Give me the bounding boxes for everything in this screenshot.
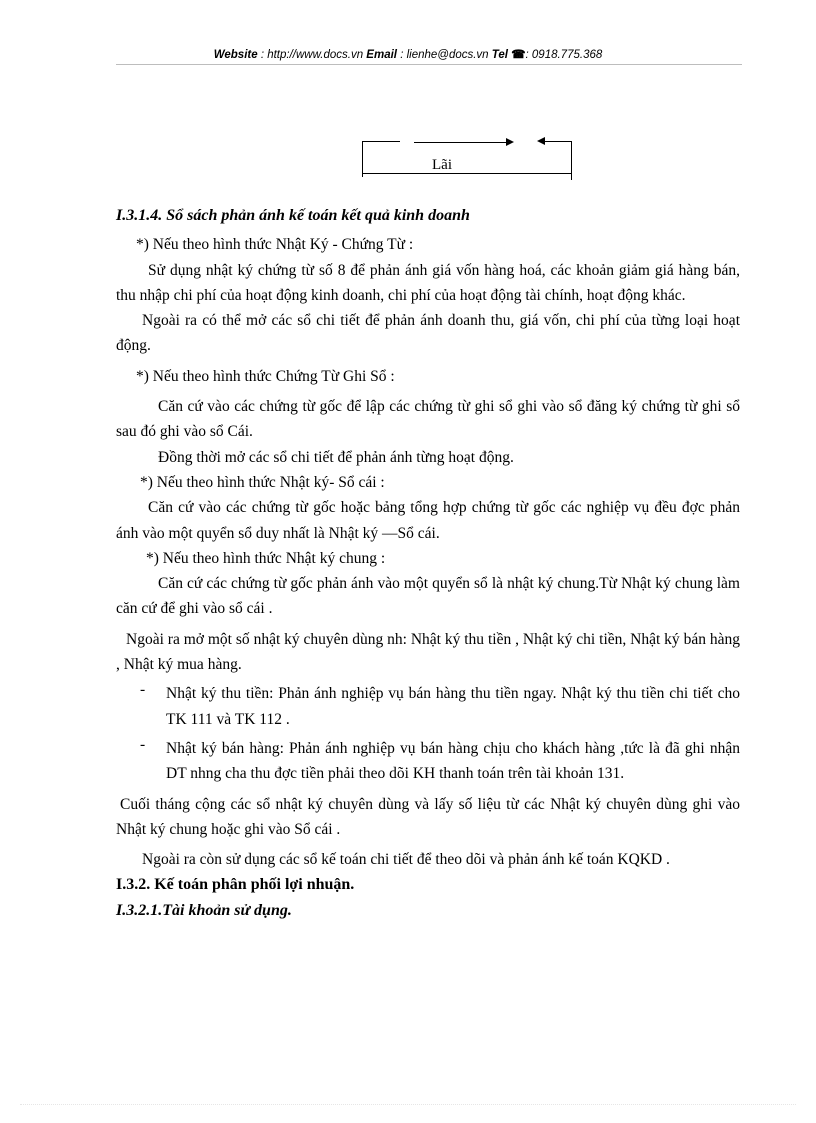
diagram-arrow-right-line bbox=[414, 142, 508, 143]
profit-label: Lãi bbox=[432, 157, 452, 173]
email-value: : lienhe@docs.vn bbox=[400, 49, 489, 61]
list-item bbox=[116, 736, 740, 787]
paragraph-journal-voucher: *) Nếu theo hình thức Nhật Ký - Chứng Từ : bbox=[136, 236, 414, 254]
email-label: Email bbox=[366, 49, 397, 61]
bullet-mark: - bbox=[140, 681, 146, 699]
paragraph-month-end: Cuối tháng cộng các sổ nhật ký chuyên dùng và lấy số liệu từ các Nhật ký chuyên dùng ghi vào Nhật ký chung hoặc ghi vào Sổ cái . bbox=[116, 795, 740, 838]
paragraph-special-journals: Ngoài ra mở một số nhật ký chuyên dùng nh: Nhật ký thu tiền , Nhật ký chi tiền, Nhật ký bán hàng , Nhật ký mua hàng. bbox=[116, 630, 740, 674]
bullet-mark: - bbox=[140, 735, 146, 753]
diagram-arrow-left-line bbox=[544, 141, 572, 142]
tel-value: : 0918.775.368 bbox=[525, 49, 603, 61]
paragraph-journal-ledger: *) Nếu theo hình thức Nhật ký- Sổ cái : bbox=[140, 473, 385, 491]
paragraph-recording-voucher: *) Nếu theo hình thức Chứng Từ Ghi Sổ : bbox=[136, 367, 395, 385]
paragraph-voucher-usage: Sử dụng nhật ký chứng từ số 8 để phản ánh giá vốn hàng hoá, các khoản giảm giá hàng bán, thu nhập chi phí của hoạt động kinh doanh, chi phí của hoạt động tài chính, hoạt động khác. bbox=[116, 261, 740, 304]
flow-diagram bbox=[362, 130, 576, 182]
bullet-text-cash-receipts: Nhật ký thu tiền: Phản ánh nghiệp vụ bán hàng thu tiền ngay. Nhật ký thu tiền chi tiết cho TK 111 và TK 112 . bbox=[166, 685, 740, 728]
diagram-left-vertical bbox=[362, 141, 363, 177]
diagram-right-vertical bbox=[571, 141, 572, 180]
paragraph-detail-kqkd: Ngoài ra còn sử dụng các sổ kế toán chi tiết để theo dõi và phản ánh kế toán KQKD . bbox=[142, 851, 670, 869]
paragraph-journal-ledger-basis: Căn cứ vào các chứng từ gốc hoặc bảng tổng hợp chứng từ gốc các nghiệp vụ đều đợc phản ánh vào một quyển sổ duy nhất là Nhật ký —Sổ cái. bbox=[116, 499, 740, 542]
section-heading-1-3-2-1: I.3.2.1.Tài khoản sử dụng. bbox=[116, 901, 292, 919]
website-label: Website bbox=[213, 49, 258, 61]
tel-label: Tel bbox=[491, 49, 508, 61]
website-value: : http://www.docs.vn bbox=[260, 49, 364, 61]
paragraph-general-journal-basis: Căn cứ các chứng từ gốc phản ánh vào một quyển sổ là nhật ký chung.Từ Nhật ký chung làm căn cứ để ghi vào sổ cái . bbox=[116, 575, 740, 618]
section-heading-1-3-2: I.3.2. Kế toán phân phối lợi nhuận. bbox=[116, 876, 355, 894]
paragraph-detail-books: Ngoài ra có thể mở các sổ chi tiết để phản ánh doanh thu, giá vốn, chi phí của từng loại hoạt động. bbox=[116, 312, 740, 355]
page-bottom-border bbox=[20, 1104, 796, 1105]
diagram-top-left-segment bbox=[362, 141, 400, 142]
paragraph-general-journal: *) Nếu theo hình thức Nhật ký chung : bbox=[146, 549, 386, 567]
paragraph-detail-activity: Đồng thời mở các sổ chi tiết để phản ánh từng hoạt động. bbox=[158, 448, 514, 466]
bullet-text-sales-journal: Nhật ký bán hàng: Phản ánh nghiệp vụ bán hàng chịu cho khách hàng ,tức là đã ghi nhận DT nhng cha thu đợc tiền phải theo dõi KH thanh toán trên tài khoản 131. bbox=[166, 739, 740, 783]
page-header bbox=[0, 47, 816, 61]
paragraph-recording-basis: Căn cứ vào các chứng từ gốc để lập các chứng từ ghi sổ ghi vào sổ đăng ký chứng từ ghi sổ sau đó ghi vào sổ Cái. bbox=[116, 398, 740, 441]
document-body bbox=[116, 200, 740, 927]
section-heading-1-3-1-4: I.3.1.4. Sổ sách phản ánh kế toán kết quả kinh doanh bbox=[116, 207, 470, 224]
phone-icon: ☎ bbox=[511, 49, 526, 61]
arrow-right-icon bbox=[506, 138, 514, 146]
header-divider bbox=[116, 64, 742, 65]
list-item bbox=[116, 681, 740, 732]
diagram-bottom-line bbox=[362, 173, 572, 174]
